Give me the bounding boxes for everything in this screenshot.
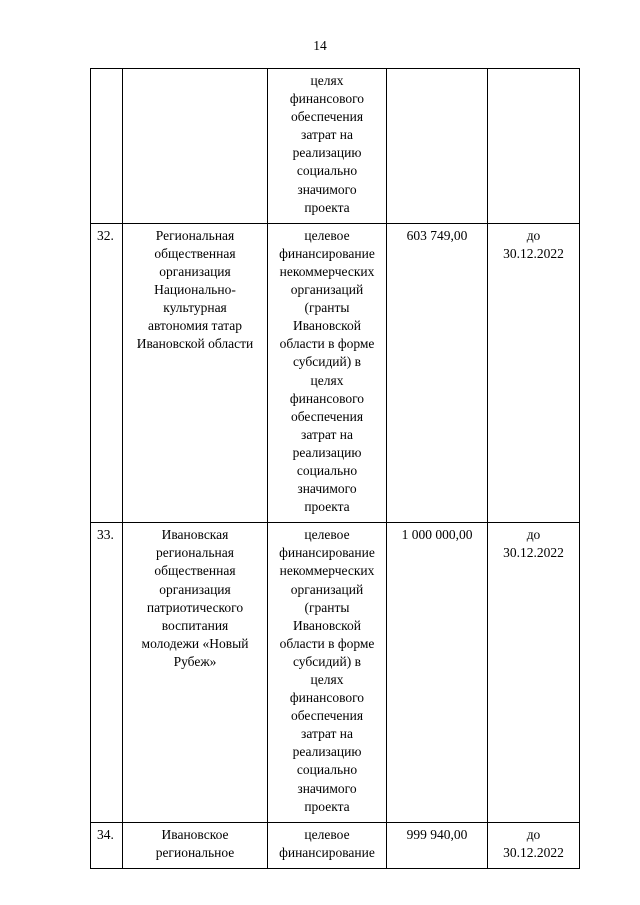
cell-text-line: организация: [159, 263, 231, 279]
cell-text-line: финансового: [289, 390, 365, 406]
cell-text-line: обеспечения: [290, 408, 364, 424]
cell-text-line: Ивановское: [161, 826, 229, 842]
cell-text-line: области в форме: [279, 635, 375, 651]
purpose-cell: [268, 523, 387, 823]
table-row: [91, 223, 580, 523]
deadline-cell: [488, 523, 580, 823]
cell-text-line: реализацию: [292, 744, 362, 760]
cell-text-line: (гранты: [304, 300, 350, 316]
row-number-cell: 34.: [91, 822, 123, 868]
cell-text-line: региональная: [156, 545, 234, 561]
cell-text-line: общественная: [154, 245, 236, 261]
cell-text-line: субсидий) в: [292, 653, 362, 669]
cell-text-line: социально: [296, 163, 358, 179]
cell-text-line: до: [526, 527, 541, 543]
amount-cell: 999 940,00: [387, 822, 488, 868]
table-row: [91, 69, 580, 224]
cell-text-line: 30.12.2022: [503, 844, 564, 860]
cell-text-line: социально: [296, 462, 358, 478]
cell-text-line: патриотического: [146, 599, 244, 615]
cell-text-line: обеспечения: [290, 109, 364, 125]
cell-text-line: значимого: [297, 181, 357, 197]
organization-cell: [123, 822, 268, 868]
cell-text-line: молодежи «Новый: [141, 635, 249, 651]
cell-text-line: организаций: [290, 581, 364, 597]
cell-text-line: (гранты: [304, 599, 350, 615]
organization-cell: [123, 223, 268, 523]
cell-text-line: значимого: [297, 780, 357, 796]
table-row: [91, 523, 580, 823]
cell-text-line: до: [526, 826, 541, 842]
deadline-cell: [488, 69, 580, 224]
deadline-cell: [488, 223, 580, 523]
cell-text-line: затрат на: [301, 726, 353, 742]
organization-cell: [123, 523, 268, 823]
row-number-cell: 33.: [91, 523, 123, 823]
cell-text-line: проекта: [304, 798, 350, 814]
cell-text-line: целях: [310, 672, 344, 687]
purpose-cell: [268, 223, 387, 523]
cell-text-line: некоммерческих: [279, 263, 375, 279]
cell-text-line: целевое: [304, 826, 350, 842]
organization-cell: [123, 69, 268, 224]
cell-text-line: Ивановской области: [136, 336, 254, 352]
cell-text-line: автономия татар: [147, 318, 243, 334]
cell-text-line: субсидий) в: [292, 354, 362, 370]
cell-text-line: Национально-: [154, 282, 236, 298]
amount-cell: 1 000 000,00: [387, 523, 488, 823]
cell-text-line: целях: [310, 73, 344, 88]
cell-text-line: обеспечения: [290, 708, 364, 724]
cell-text-line: финансового: [289, 91, 365, 107]
deadline-cell: [488, 822, 580, 868]
cell-text-line: реализацию: [292, 145, 362, 161]
cell-text-line: Рубеж»: [173, 653, 217, 669]
cell-text-line: финансирование: [279, 844, 375, 860]
cell-text-line: Ивановская: [161, 527, 229, 543]
table-row: [91, 822, 580, 868]
cell-text-line: финансирование: [279, 245, 375, 261]
cell-text-line: воспитания: [161, 617, 229, 633]
cell-text-line: некоммерческих: [279, 563, 375, 579]
cell-text-line: организация: [159, 581, 231, 597]
cell-text-line: 30.12.2022: [503, 545, 564, 561]
cell-text-line: до: [526, 227, 541, 243]
row-number-cell: 32.: [91, 223, 123, 523]
cell-text-line: региональное: [155, 844, 235, 860]
page-number: 14: [313, 38, 327, 53]
cell-text-line: 30.12.2022: [503, 245, 564, 261]
cell-text-line: целевое: [304, 527, 350, 543]
cell-text-line: проекта: [304, 499, 350, 515]
cell-text-line: проекта: [304, 199, 350, 215]
cell-text-line: значимого: [297, 481, 357, 497]
cell-text-line: социально: [296, 762, 358, 778]
cell-text-line: финансового: [289, 690, 365, 706]
cell-text-line: Региональная: [155, 227, 235, 243]
cell-text-line: Ивановской: [292, 617, 362, 633]
amount-cell: [387, 69, 488, 224]
cell-text-line: затрат на: [301, 426, 353, 442]
cell-text-line: общественная: [154, 563, 236, 579]
purpose-cell: [268, 69, 387, 224]
cell-text-line: финансирование: [279, 545, 375, 561]
amount-cell: 603 749,00: [387, 223, 488, 523]
cell-text-line: целевое: [304, 227, 350, 243]
grants-table: [90, 68, 580, 869]
cell-text-line: культурная: [163, 300, 227, 316]
cell-text-line: области в форме: [279, 336, 375, 352]
cell-text-line: целях: [310, 372, 344, 388]
cell-text-line: реализацию: [292, 444, 362, 460]
purpose-cell: [268, 822, 387, 868]
cell-text-line: затрат на: [301, 127, 353, 143]
cell-text-line: Ивановской: [292, 318, 362, 334]
cell-text-line: организаций: [290, 282, 364, 298]
row-number-cell: [91, 69, 123, 224]
